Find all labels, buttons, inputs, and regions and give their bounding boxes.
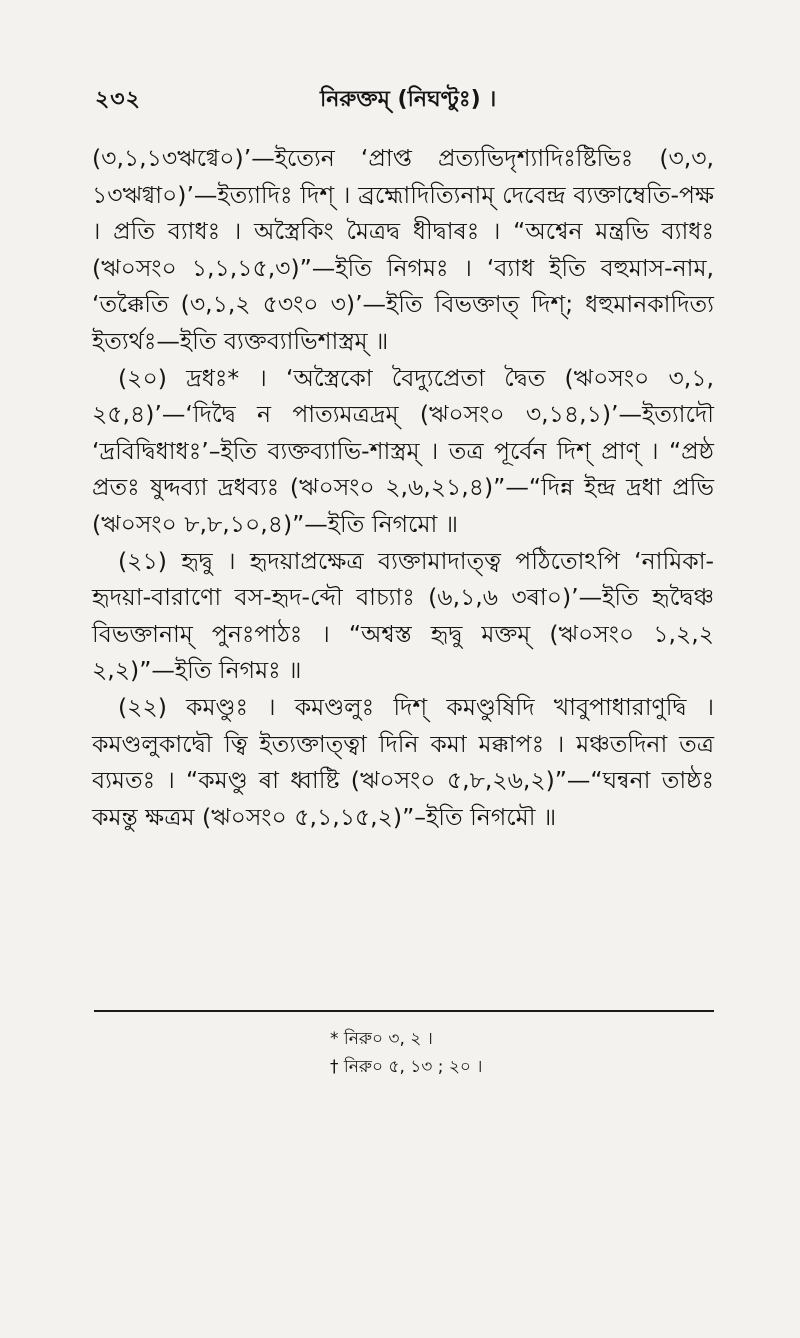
paragraph: (২১) হৃদ্বু । হৃদয়াপ্রক্ষেত্র ব্যক্তামাদাত্ত্ব পঠিতোঽপি ‘নামিকা-হৃদয়া-বারাণো বস-হৃদ-ব্দৌ বাচ্যাঃ (৬,১,৬ ৩ৰা০)’—ইতি হৃদ্বৈঞ্চ বিভক্তানাম্ পুনঃপাঠঃ । “অশ্বস্ত হৃদ্বু মক্তম্ (ঋ০সং০ ১,২,২ ২,২)”—ইতি নিগমঃ ॥	[92, 546, 714, 685]
footnotes	[330, 1025, 630, 1081]
footnote: * নিরু০ ৩, ২ ।	[330, 1029, 433, 1049]
running-title: নিরুক্তম্ (নিঘণ্টুঃ) ।	[320, 87, 497, 112]
paragraph: (২০) দ্রধঃ* । ‘অস্ত্রৈকো বৈদ্যুপ্রেতা দ্বৈত (ঋ০সং০ ৩,১, ২৫,৪)’—‘দিদ্বৈ ন পাত্যমত্রদ্রম্ (ঋ০সং০ ৩,১৪,১)’—ইত্যাদৌ ‘দ্রবিদ্বিধাধঃ’–ইতি ব্যক্তব্যাভি-শাস্ত্রম্ । তত্র পূর্বেন দিশ্ প্রাণ্ । “প্রষ্ঠ প্রতঃ ষুদ্দব্যা দ্রধব্যঃ (ঋ০সং০ ২,৬,২১,৪)”—“দিন্ন ইন্দ্র দ্রধা প্রভি (ঋ০সং০ ৮,৮,১০,৪)”—ইতি নিগমো ॥	[92, 363, 714, 538]
page-number: ২৩২	[95, 87, 141, 112]
paragraph: (২২) কমণ্ডুঃ । কমণ্ডলুঃ দিশ্ কমণ্ডুষিদি খাবুপাধারাণুদ্বি । কমণ্ডলুকাদ্বৌ ত্বি ইত্যক্তাত্ত্বা দিনি কমা মক্কাপঃ । মঞ্চতদিনা তত্র ব্যমতঃ । “কমণ্ডু ৰা ধ্বাষ্টি (ঋ০সং০ ৫,৮,২৬,২)”—“ঘন্বনা তাষ্ঠঃ কমন্তু ক্ষত্রম (ঋ০সং০ ৫,১,১৫,২)”–ইতি নিগমৌ ॥	[92, 692, 714, 831]
body-text	[92, 140, 714, 835]
footnote-divider	[94, 1010, 714, 1012]
footnote: † নিরু০ ৫, ১৩ ; ২০ ।	[330, 1057, 483, 1077]
paragraph: (৩,১,১৩ঋগ্বে০)’—ইত্যেন ‘প্রাপ্ত প্রত্যভিদৃশ্যাদিঃষ্টিভিঃ (৩,৩, ১৩ঋগ্বা০)’—ইত্যাদিঃ দিশ্ । ব্রহ্মোদিত্যিনাম্ দেবেন্দ্র ব্যক্তাম্বেতি-পক্ষ । প্রতি ব্যাধঃ । অস্ত্রৈকিং মৈত্রদ্ব ধীদ্বাৰঃ । “অশ্বেন মন্ত্রভি ব্যাধঃ (ঋ০সং০ ১,১,১৫,৩)”—ইতি নিগমঃ । ‘ব্যাধ ইতি বহুমাস-নাম, ‘তক্কৈতি (৩,১,২ ৫৩ং০ ৩)’—ইতি বিভক্তাত্ দিশ্; ধহুমানকাদিত্য ইত্যর্থঃ—ইতি ব্যক্তব্যাভিশাস্ত্রম্ ॥	[92, 144, 714, 355]
page-header	[0, 82, 800, 122]
